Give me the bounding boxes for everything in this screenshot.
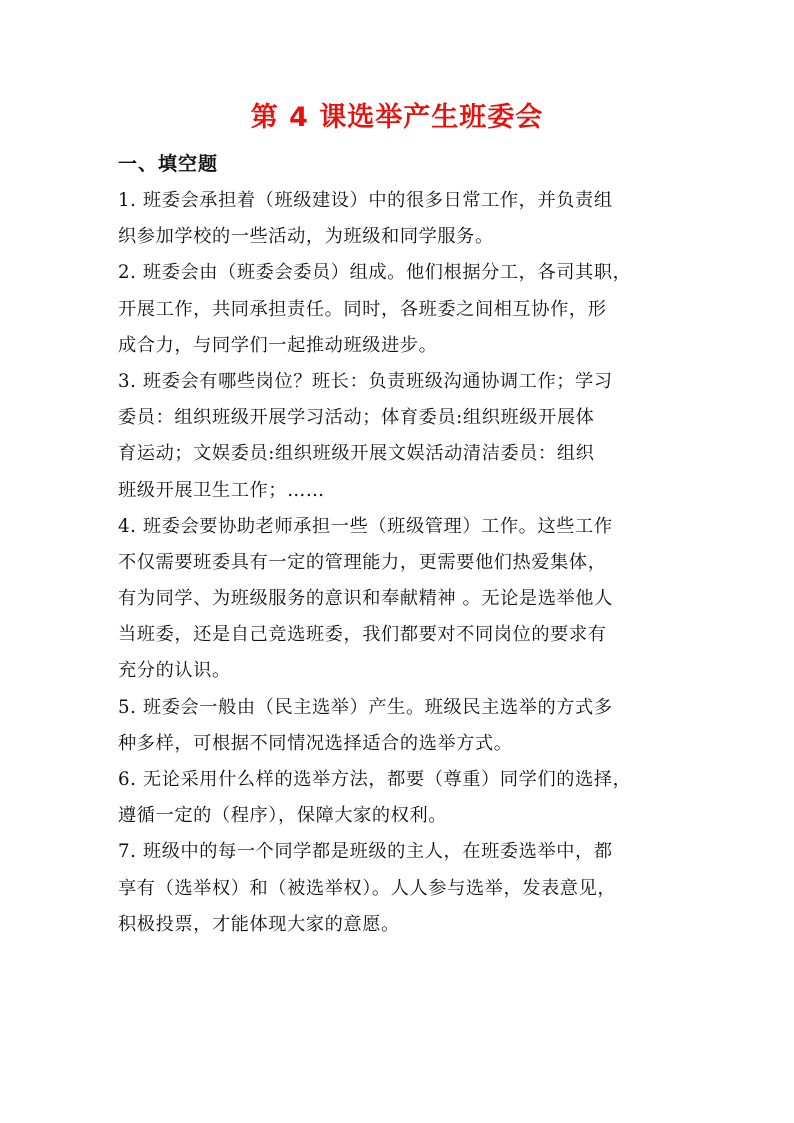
text-line: 班级开展卫生工作；…… bbox=[118, 479, 325, 501]
text-line: 不仅需要班委具有一定的管理能力，更需要他们热爱集体， bbox=[118, 551, 607, 573]
text-line: 5. 班委会一般由（民主选举）产生。班级民主选举的方式多 bbox=[118, 696, 613, 718]
text-line: 7. 班级中的每一个同学都是班级的主人，在班委选举中，都 bbox=[118, 841, 613, 863]
section-heading: 一、填空题 bbox=[118, 153, 219, 175]
text-line: 有为同学、为班级服务的意识和奉献精神 。无论是选举他人 bbox=[118, 588, 613, 610]
text-line: 遵循一定的（程序），保障大家的权利。 bbox=[118, 805, 448, 827]
text-line: 开展工作，共同承担责任。同时，各班委之间相互协作，形 bbox=[118, 298, 607, 320]
text-line: 种多样，可根据不同情况选择适合的选举方式。 bbox=[118, 732, 513, 754]
text-line: 4. 班委会要协助老师承担一些（班级管理）工作。这些工作 bbox=[118, 515, 613, 537]
text-line: 1. 班委会承担着（班级建设）中的很多日常工作，并负责组 bbox=[118, 190, 613, 211]
question-list bbox=[118, 183, 676, 943]
text-line: 育运动；文娱委员:组织班级开展文娱活动清洁委员：组织 bbox=[118, 443, 595, 465]
text-line: 委员：组织班级开展学习活动；体育委员:组织班级开展体 bbox=[118, 407, 595, 429]
text-line: 6. 无论采用什么样的选举方法，都要（尊重）同学们的选择， bbox=[118, 769, 632, 790]
text-line: 享有（选举权）和（被选举权）。人人参与选举，发表意见， bbox=[118, 877, 617, 899]
text-line: 成合力，与同学们一起推动班级进步。 bbox=[118, 334, 438, 356]
text-line: 3. 班委会有哪些岗位？班长：负责班级沟通协调工作；学习 bbox=[118, 370, 613, 392]
text-line: 充分的认识。 bbox=[118, 660, 231, 682]
text-line: 当班委，还是自己竞选班委，我们都要对不同岗位的要求有 bbox=[118, 624, 607, 646]
text-line: 积极投票，才能体现大家的意愿。 bbox=[118, 913, 400, 935]
text-line: 织参加学校的一些活动，为班级和同学服务。 bbox=[118, 226, 494, 248]
page-title: 第 4 课选举产生班委会 bbox=[250, 102, 544, 133]
text-line: 2. 班委会由（班委会委员）组成。他们根据分工，各司其职， bbox=[118, 262, 632, 284]
